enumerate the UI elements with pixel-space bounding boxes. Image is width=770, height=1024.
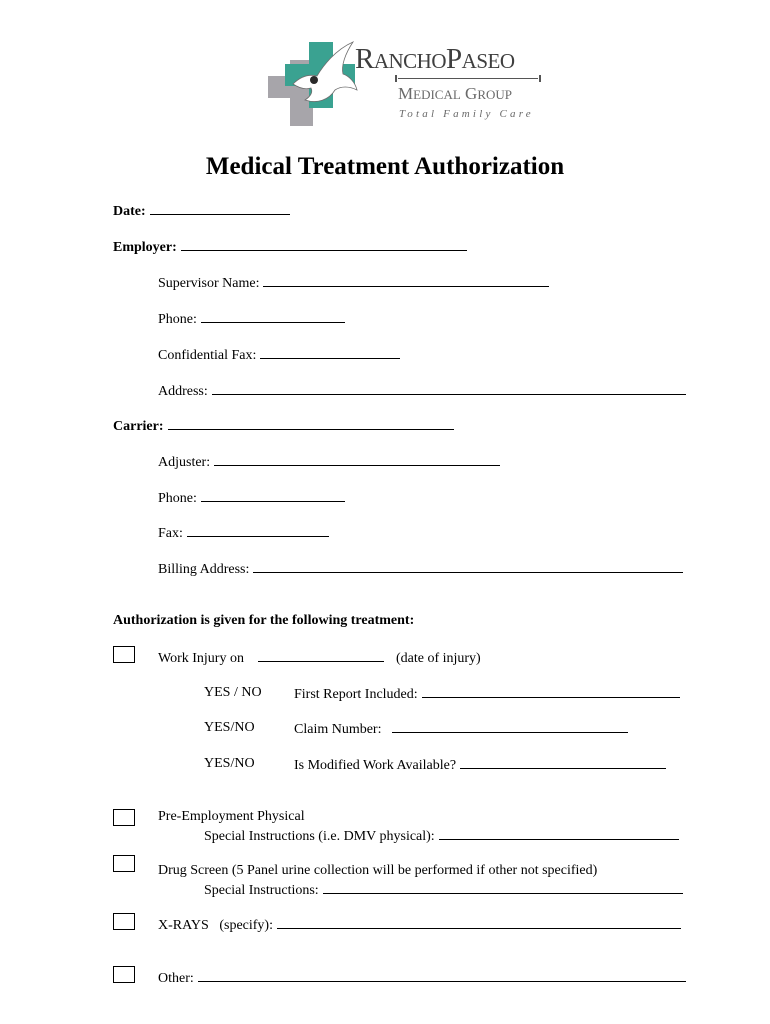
- work-injury-label: Work Injury on: [158, 651, 244, 666]
- modified-work-field[interactable]: [460, 755, 666, 769]
- claim-number-field[interactable]: [392, 719, 628, 733]
- logo-divider-dot-right: [539, 75, 541, 82]
- drug-instructions-label: Special Instructions:: [204, 883, 319, 898]
- logo: [265, 36, 595, 131]
- claim-number-label: Claim Number:: [294, 722, 382, 737]
- employer-phone-field[interactable]: [201, 309, 345, 323]
- logo-sub-m: M: [398, 84, 414, 103]
- first-report-field[interactable]: [422, 684, 680, 698]
- other-label: Other:: [158, 971, 194, 986]
- drug-screen-label: Drug Screen (5 Panel urine collection will be performed if other not specified): [158, 863, 598, 878]
- adjuster-field[interactable]: [214, 452, 500, 466]
- authorization-heading: Authorization is given for the following treatment:: [113, 613, 415, 628]
- conf-fax-label: Confidential Fax:: [158, 348, 257, 363]
- logo-name-ancho: ANCHO: [373, 49, 447, 73]
- logo-sub-g: G: [465, 84, 478, 103]
- date-field[interactable]: [150, 201, 290, 215]
- pre-employment-label: Pre-Employment Physical: [158, 809, 305, 824]
- pre-employment-checkbox[interactable]: [113, 809, 135, 826]
- logo-sub-edical: EDICAL: [413, 87, 461, 102]
- employer-field[interactable]: [181, 237, 467, 251]
- fax-label: Fax:: [158, 526, 183, 541]
- cross-dove-icon: [265, 36, 365, 128]
- xrays-field[interactable]: [277, 915, 681, 929]
- supervisor-label: Supervisor Name:: [158, 276, 260, 291]
- xrays-label: X-RAYS (specify):: [158, 918, 273, 933]
- pre-emp-instructions-label: Special Instructions (i.e. DMV physical):: [204, 829, 435, 844]
- carrier-phone-field[interactable]: [201, 488, 345, 502]
- adjuster-label: Adjuster:: [158, 455, 211, 470]
- billing-label: Billing Address:: [158, 562, 250, 577]
- injury-date-field[interactable]: [258, 648, 384, 662]
- xrays-checkbox[interactable]: [113, 913, 135, 930]
- modified-work-yes-no[interactable]: YES/NO: [204, 756, 255, 771]
- other-checkbox[interactable]: [113, 966, 135, 983]
- address-field[interactable]: [212, 381, 686, 395]
- date-of-injury-label: (date of injury): [395, 651, 481, 666]
- first-report-yes-no[interactable]: YES / NO: [204, 685, 262, 700]
- employer-label: Employer:: [113, 240, 177, 255]
- logo-divider-dot-left: [395, 75, 397, 82]
- other-field[interactable]: [198, 968, 686, 982]
- logo-name-r: R: [355, 43, 374, 75]
- logo-tagline: Total Family Care: [399, 108, 534, 120]
- modified-work-label: Is Modified Work Available?: [294, 758, 457, 773]
- address-label: Address:: [158, 384, 208, 399]
- drug-screen-checkbox[interactable]: [113, 855, 135, 872]
- page-title: Medical Treatment Authorization: [205, 153, 565, 180]
- conf-fax-field[interactable]: [260, 345, 400, 359]
- logo-name-p: P: [446, 43, 462, 75]
- logo-divider: [398, 78, 538, 79]
- date-label: Date:: [113, 204, 146, 219]
- fax-field[interactable]: [187, 523, 329, 537]
- claim-yes-no[interactable]: YES/NO: [204, 720, 255, 735]
- logo-sub-roup: ROUP: [477, 87, 513, 102]
- employer-phone-label: Phone:: [158, 312, 197, 327]
- carrier-label: Carrier:: [113, 419, 164, 434]
- first-report-label: First Report Included:: [294, 687, 418, 702]
- drug-instructions-field[interactable]: [323, 880, 683, 894]
- carrier-field[interactable]: [168, 416, 454, 430]
- carrier-phone-label: Phone:: [158, 491, 197, 506]
- billing-field[interactable]: [253, 559, 683, 573]
- logo-name-aseo: ASEO: [461, 49, 515, 73]
- supervisor-field[interactable]: [263, 273, 549, 287]
- pre-emp-instructions-field[interactable]: [439, 826, 679, 840]
- work-injury-checkbox[interactable]: [113, 646, 135, 663]
